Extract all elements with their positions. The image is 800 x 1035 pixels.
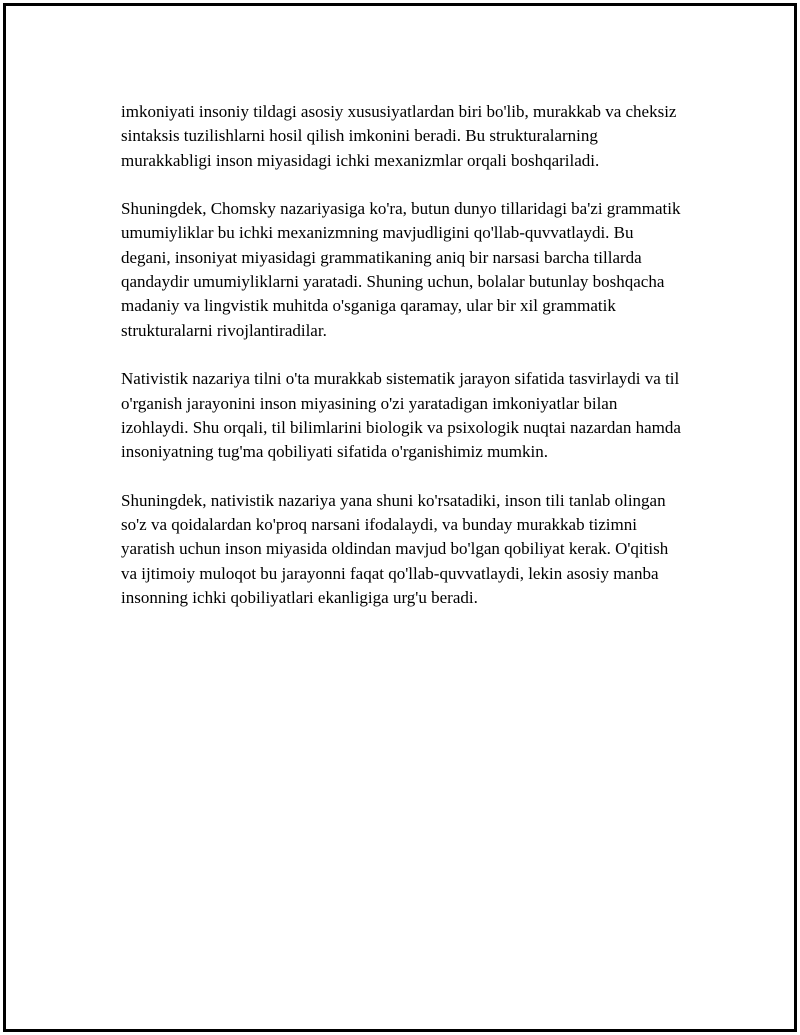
page-frame <box>3 3 797 1032</box>
paragraph-3: Nativistik nazariya tilni o'ta murakkab sistematik jarayon sifatida tasvirlaydi va til o'rganish jarayonini inson miyasining o'zi yaratadigan imkoniyatlar bilan izohlaydi. Shu orqali, til bilimlarini biologik va psixologik nuqtai nazardan hamda insoniyatning tug'ma qobiliyati sifatida o'rganishimiz mumkin. <box>121 369 681 462</box>
paragraph-1: imkoniyati insoniy tildagi asosiy xususiyatlardan biri bo'lib, murakkab va cheksiz sintaksis tuzilishlarni hosil qilish imkonini beradi. Bu strukturalarning murakkabligi inson miyasidagi ichki mexanizmlar orqali boshqariladi. <box>121 102 677 170</box>
document-body <box>121 100 681 610</box>
paragraph-2: Shuningdek, Chomsky nazariyasiga ko'ra, butun dunyo tillaridagi ba'zi grammatik umumiyliklar bu ichki mexanizmning mavjudligini qo'llab-quvvatlaydi. Bu degani, insoniyat miyasidagi grammatikaning aniq bir narsasi barcha tillarda qandaydir umumiyliklarni yaratadi. Shuning uchun, bolalar butunlay boshqacha madaniy va lingvistik muhitda o'sganiga qaramay, ular bir xil grammatik strukturalarni rivojlantiradilar. <box>121 199 681 340</box>
paragraph-4: Shuningdek, nativistik nazariya yana shuni ko'rsatadiki, inson tili tanlab olingan so'z va qoidalardan ko'proq narsani ifodalaydi, va bunday murakkab tizimni yaratish uchun inson miyasida oldindan mavjud bo'lgan qobiliyat kerak. O'qitish va ijtimoiy muloqot bu jarayonni faqat qo'llab-quvvatlaydi, lekin asosiy manba insonning ichki qobiliyatlari ekanligiga urg'u beradi. <box>121 490 669 607</box>
